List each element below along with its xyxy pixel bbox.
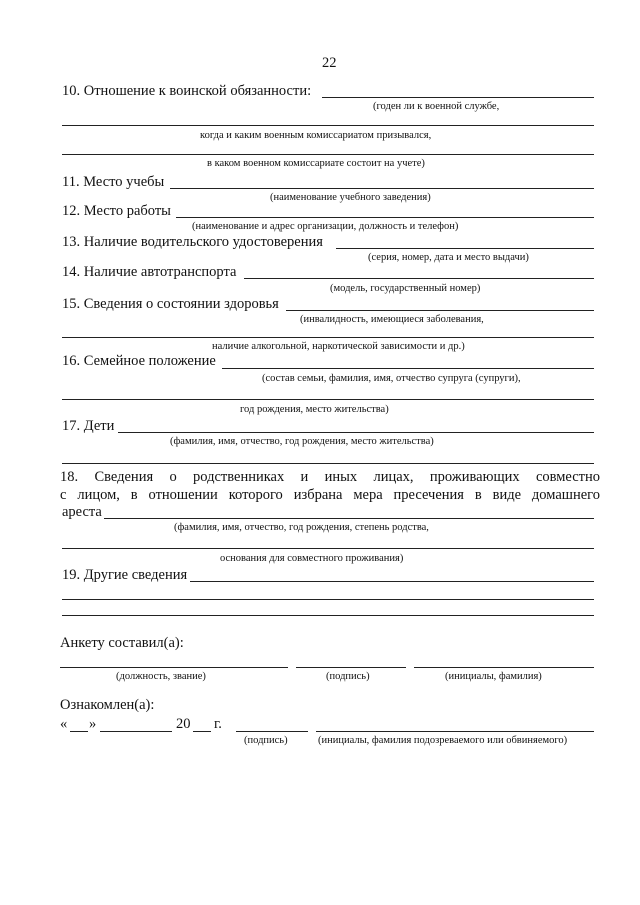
item-17-field-2[interactable] bbox=[62, 463, 594, 464]
item-13-label: 13. Наличие водительского удостоверения bbox=[62, 234, 323, 250]
date-year-suffix: г. bbox=[214, 716, 222, 732]
item-14-label: 14. Наличие автотранспорта bbox=[62, 264, 237, 280]
date-year-prefix: 20 bbox=[176, 716, 191, 732]
item-16-label: 16. Семейное положение bbox=[62, 353, 216, 369]
item-13-hint: (серия, номер, дата и место выдачи) bbox=[368, 252, 529, 263]
acquainted-name-field[interactable] bbox=[316, 731, 594, 732]
item-10-hint-3: в каком военном комиссариате состоит на учете) bbox=[207, 158, 425, 169]
item-16-field-1[interactable] bbox=[222, 368, 594, 369]
compiled-label: Анкету составил(а): bbox=[60, 635, 184, 651]
acquainted-signature-hint: (подпись) bbox=[244, 735, 288, 746]
item-19-field-3[interactable] bbox=[62, 615, 594, 616]
item-18-line-2: с лицом, в отношении которого избрана мера пресечения в виде домашнего bbox=[60, 487, 600, 503]
item-10-label: 10. Отношение к воинской обязанности: bbox=[62, 83, 312, 99]
item-16-field-2[interactable] bbox=[62, 399, 594, 400]
item-18-hint-1: (фамилия, имя, отчество, год рождения, степень родства, bbox=[174, 522, 429, 533]
page-number: 22 bbox=[322, 55, 337, 71]
item-13-field[interactable] bbox=[336, 248, 594, 249]
compiled-position-hint: (должность, звание) bbox=[116, 671, 206, 682]
item-18-field-1[interactable] bbox=[104, 518, 594, 519]
item-14-field[interactable] bbox=[244, 278, 594, 279]
compiled-position-field[interactable] bbox=[60, 667, 288, 668]
item-15-label: 15. Сведения о состоянии здоровья bbox=[62, 296, 279, 312]
item-15-hint-2: наличие алкогольной, наркотической зависимости и др.) bbox=[212, 341, 465, 352]
item-15-hint-1: (инвалидность, имеющиеся заболевания, bbox=[300, 314, 484, 325]
date-month-field[interactable] bbox=[100, 731, 172, 732]
item-17-field-1[interactable] bbox=[118, 432, 594, 433]
item-18-line-3: ареста bbox=[62, 504, 102, 520]
item-12-hint: (наименование и адрес организации, должность и телефон) bbox=[192, 221, 459, 232]
acquainted-name-hint: (инициалы, фамилия подозреваемого или обвиняемого) bbox=[318, 735, 568, 746]
item-11-label: 11. Место учебы bbox=[62, 174, 165, 190]
item-15-field-1[interactable] bbox=[286, 310, 594, 311]
item-17-hint: (фамилия, имя, отчество, год рождения, место жительства) bbox=[170, 436, 434, 447]
compiled-name-hint: (инициалы, фамилия) bbox=[445, 671, 542, 682]
acquainted-signature-field[interactable] bbox=[236, 731, 308, 732]
item-10-hint-1: (годен ли к военной службе, bbox=[373, 101, 500, 112]
compiled-signature-field[interactable] bbox=[296, 667, 406, 668]
item-19-field-2[interactable] bbox=[62, 599, 594, 600]
item-18-field-2[interactable] bbox=[62, 548, 594, 549]
item-17-label: 17. Дети bbox=[62, 418, 115, 434]
compiled-signature-hint: (подпись) bbox=[326, 671, 370, 682]
date-day-field[interactable] bbox=[70, 731, 88, 732]
item-16-hint-2: год рождения, место жительства) bbox=[240, 404, 389, 415]
item-18-hint-2: основания для совместного проживания) bbox=[220, 553, 404, 564]
date-year-field[interactable] bbox=[193, 731, 211, 732]
item-16-hint-1: (состав семьи, фамилия, имя, отчество супруга (супруги), bbox=[262, 373, 521, 384]
date-quote-open: « bbox=[60, 716, 68, 732]
item-11-field[interactable] bbox=[170, 188, 594, 189]
item-19-label: 19. Другие сведения bbox=[62, 567, 188, 583]
item-10-field-3[interactable] bbox=[62, 154, 594, 155]
item-10-field-1[interactable] bbox=[322, 97, 594, 98]
item-15-field-2[interactable] bbox=[62, 337, 594, 338]
item-12-field[interactable] bbox=[176, 217, 594, 218]
item-11-hint: (наименование учебного заведения) bbox=[270, 192, 431, 203]
item-10-field-2[interactable] bbox=[62, 125, 594, 126]
item-14-hint: (модель, государственный номер) bbox=[330, 283, 481, 294]
acquainted-label: Ознакомлен(а): bbox=[60, 697, 155, 713]
item-18-line-1: 18. Сведения о родственниках и иных лицах, проживающих совместно bbox=[60, 469, 600, 485]
item-12-label: 12. Место работы bbox=[62, 203, 171, 219]
date-quote-close: » bbox=[89, 716, 97, 732]
item-19-field-1[interactable] bbox=[190, 581, 594, 582]
compiled-name-field[interactable] bbox=[414, 667, 594, 668]
item-10-hint-2: когда и каким военным комиссариатом призывался, bbox=[200, 130, 432, 141]
